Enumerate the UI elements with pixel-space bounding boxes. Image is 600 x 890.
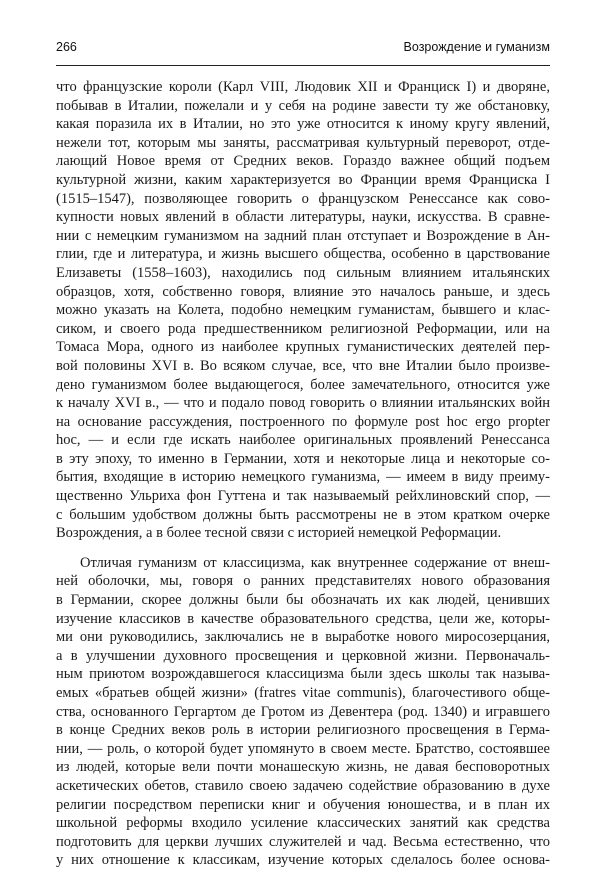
text-line: в эту эпоху, то именно в Германии, хотя и некоторые лица и некоторые со-: [56, 450, 550, 467]
text-line: бытия, входящие в историю немецкого гуманизма, — имеем в виду преиму-: [56, 469, 550, 486]
text-line: вой половины XVI в. Во всяком случае, все, что вне Италии было произве-: [56, 357, 550, 374]
text-line: Возрождения, а в более тесной связи с историей немецкой Реформации.: [56, 525, 502, 542]
text-line: какая поразила их в Италии, но это уже относится к иному кругу явлений,: [56, 116, 550, 133]
text-line: культурной жизни, каким характеризуется во Франции время Франциска I: [56, 171, 550, 188]
text-line: образцов, хотя, собственно говоря, влияние это началось раньше, и здесь: [56, 283, 550, 300]
text-line: нии, — роль, о которой будет упомянуто в своем месте. Братство, состоявшее: [56, 740, 550, 757]
text-line: ства, основанного Гергартом де Гротом из Девентера (род. 1340) и игравшего: [56, 703, 550, 720]
text-line: к началу XVI в., — что и подало повод говорить о влиянии итальянских войн: [56, 395, 550, 412]
text-line: Томаса Мора, одного из наиболее крупных гуманистических деятелей пер-: [56, 339, 550, 356]
text-line: изучение классиков в качестве образовательного средства, цели же, которы-: [56, 610, 550, 627]
running-title: Возрождение и гуманизм: [403, 40, 550, 54]
body-text: [56, 78, 550, 870]
text-line: у них отношение к классикам, изучение которых сделалось более основа-: [56, 852, 550, 869]
page-number: 266: [56, 40, 77, 54]
text-line: религии посредством переписки книг и обучения юношества, и в план их: [56, 796, 550, 813]
text-line: подготовить для церкви лучших служителей и чад. Весьма естественно, что: [56, 833, 550, 850]
paragraph-gap: [56, 543, 550, 554]
text-line: ным приютом возрождавшегося классицизма были здесь школы так называ-: [56, 666, 550, 683]
text-line: hoc, — и если где искать наиболее оригинальных проявлений Ренессанса: [56, 432, 550, 449]
text-line: на основание рассуждения, построенного по формуле post hoc ergo propter: [56, 413, 550, 430]
text-line: щественно Ульриха фон Гуттена и так называемый рейхлиновский спор, —: [56, 488, 550, 505]
text-line: дено гуманизмом более выдающегося, более замечательного, относится уже: [56, 376, 550, 393]
text-line: аскетических обетов, ставило своею задачею содействие образованию в духе: [56, 777, 550, 794]
text-line: сиком, и своего рода предшественником религиозной Реформации, или на: [56, 320, 550, 337]
text-line: емых «братьев общей жизни» (fratres vitae communis), благочестивого обще-: [56, 685, 550, 701]
text-line: лающий Новое время от Средних веков. Гораздо важнее общий подъем: [56, 153, 550, 170]
paragraph: [56, 78, 550, 543]
header-rule: [56, 65, 550, 66]
paragraph: [56, 554, 550, 870]
text-line: нии с немецким гуманизмом на задний план отступает и Возрождение в Ан-: [56, 227, 550, 244]
text-line: ми они руководились, заключались не в выработке нового миросозерцания,: [56, 629, 550, 646]
text-line: можно указать на Колета, подобно немецким гуманистам, бывшего и клас-: [56, 302, 550, 319]
text-line: глии, где и литература, и жизнь высшего общества, особенно в царствование: [56, 246, 550, 263]
text-line: в Германии, скорее должны были бы обозначать их как людей, ценивших: [56, 592, 550, 609]
text-line: что французские короли (Карл VIII, Людовик XII и Франциск I) и дворяне,: [56, 79, 550, 95]
text-line: ней оболочки, мы, говоря о ранних представителях нового образования: [56, 573, 550, 590]
text-line: Елизаветы (1558–1603), находились под сильным влиянием итальянских: [56, 264, 550, 281]
text-line: из людей, которые вели почти монашескую жизнь, не давая бесповоротных: [56, 759, 550, 776]
text-line: Отличая гуманизм от классицизма, как внутреннее содержание от внеш-: [80, 554, 550, 571]
text-line: а в улучшении духовного просвещения и церковной жизни. Первоначаль-: [56, 647, 550, 664]
text-line: в конце Средних веков роль в истории религиозного просвещения в Герма-: [56, 722, 550, 739]
text-line: нежели тот, которым мы заняты, рассматривая культурный переворот, отде-: [56, 134, 550, 151]
text-line: с большим удобством должны быть рассмотрены не в этом кратком очерке: [56, 506, 550, 523]
text-line: побывав в Италии, пожелали и у себя на родине завести ту же обстановку,: [56, 97, 550, 114]
text-line: купности новых явлений в области литературы, науки, искусства. В сравне-: [56, 209, 550, 226]
text-line: школьной реформы входило усиление классических занятий как средства: [56, 815, 550, 832]
text-line: (1515–1547), позволяющее говорить о французском Ренессансе как сово-: [56, 190, 550, 207]
